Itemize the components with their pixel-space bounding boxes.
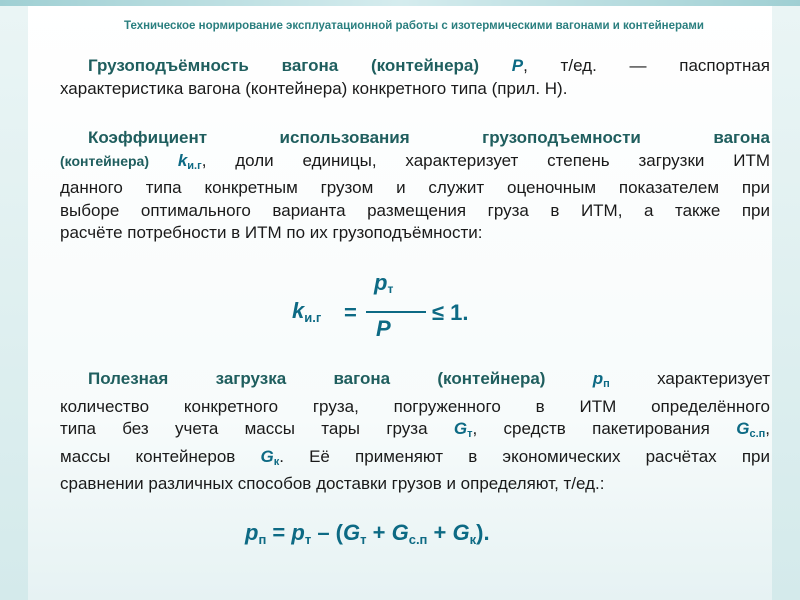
f2-close: ). xyxy=(476,520,490,545)
symbol-G-packaging: G xyxy=(736,419,750,438)
coefficient-description: , доли единицы, характеризует степень загрузки ИТМ xyxy=(201,150,770,170)
fraction-bar xyxy=(366,311,426,313)
paragraph-coefficient-line2 xyxy=(60,150,770,178)
symbol-G-packaging-subscript: с.п xyxy=(749,428,766,440)
slide-header: Техническое нормирование эксплуатационной работы с изотермическими вагонами и контейнерами xyxy=(124,20,704,32)
paragraph-coefficient-line5: расчёте потребности в ИТМ по их грузоподъёмности: xyxy=(60,223,483,242)
paragraph-capacity xyxy=(60,55,770,100)
f2-g1-sub: т xyxy=(360,532,367,547)
f2-p-left: p xyxy=(245,520,259,545)
symbol-k: k xyxy=(177,150,188,170)
symbol-P: P xyxy=(511,56,524,75)
paragraph-useful-load-line1 xyxy=(60,368,770,396)
symbol-p-subscript: п xyxy=(603,378,610,390)
formula-coefficient xyxy=(292,270,512,348)
formula-useful-load xyxy=(245,520,625,547)
f2-p-right: p xyxy=(291,520,305,545)
f2-minus: – ( xyxy=(311,520,344,545)
paragraph-capacity-line2: характеристика вагона (контейнера) конкретного типа (прил. Н). xyxy=(60,78,568,98)
term-useful-load: Полезная загрузка вагона (контейнера) xyxy=(88,369,546,388)
right-decor-strip xyxy=(772,6,800,600)
term-container: (контейнера) xyxy=(60,152,149,169)
symbol-G-container-subscript: к xyxy=(273,455,280,468)
f2-p-left-sub: п xyxy=(258,532,267,547)
paragraph-coefficient-line1 xyxy=(60,127,770,150)
formula1-denominator: P xyxy=(376,316,391,341)
formula1-numerator xyxy=(374,270,393,296)
paragraph-coefficient xyxy=(60,127,770,245)
symbol-k-subscript: и.г xyxy=(187,159,202,172)
f2-g3-sub: к xyxy=(469,532,477,547)
f2-plus2: + xyxy=(427,520,453,545)
f2-g3: G xyxy=(452,520,470,545)
formula1-numerator-symbol: p xyxy=(374,270,388,295)
f2-p-right-sub: т xyxy=(304,532,312,547)
paragraph-useful-load xyxy=(60,368,770,496)
f2-equals: = xyxy=(266,520,292,545)
formula1-lhs-subscript: и.г xyxy=(304,310,322,325)
formula1-lhs-symbol: k xyxy=(292,298,305,323)
paragraph-useful-load-line2: количество конкретного груза, погруженного в ИТМ определённого xyxy=(60,396,770,416)
useful-load-text: характеризует xyxy=(609,369,770,388)
capacity-unit-text: , т/ед. — паспортная xyxy=(523,56,770,75)
symbol-G-tare-subscript: т xyxy=(467,428,473,440)
paragraph-useful-load-line3 xyxy=(60,418,770,446)
line4-text-b: . Её применяют в экономических расчётах при xyxy=(279,446,770,466)
formula1-numerator-subscript: т xyxy=(387,282,394,296)
top-decor-bar xyxy=(0,0,800,6)
left-decor-strip xyxy=(0,6,28,600)
paragraph-coefficient-line4: выборе оптимального варианта размещения груза в ИТМ, а также при xyxy=(60,200,770,220)
line4-text-a: массы контейнеров xyxy=(60,446,261,466)
symbol-G-tare: G xyxy=(453,419,468,438)
line3-text-a: типа без учета массы тары груза xyxy=(60,419,454,438)
f2-plus1: + xyxy=(366,520,392,545)
formula1-relation: ≤ 1. xyxy=(432,300,469,325)
paragraph-useful-load-line4 xyxy=(60,446,770,474)
f2-g2-sub: с.п xyxy=(408,532,428,547)
term-capacity: Грузоподъёмность вагона (контейнера) xyxy=(88,56,480,75)
paragraph-coefficient-line3: данного типа конкретным грузом и служит оценочным показателем при xyxy=(60,178,770,197)
paragraph-capacity-line1 xyxy=(60,55,770,78)
formula1-equals: = xyxy=(344,300,357,325)
symbol-p: p xyxy=(592,369,604,388)
formula1-lhs xyxy=(292,298,321,325)
line3-text-b: , средств пакетирования xyxy=(472,419,737,438)
paragraph-useful-load-line5: сравнении различных способов доставки грузов и определяют, т/ед.: xyxy=(60,474,605,493)
f2-g2: G xyxy=(391,520,409,545)
line3-text-c: , xyxy=(765,419,771,438)
f2-g1: G xyxy=(343,520,361,545)
term-coefficient: Коэффициент использования грузоподъемности вагона xyxy=(88,128,770,147)
symbol-G-container: G xyxy=(260,446,274,466)
